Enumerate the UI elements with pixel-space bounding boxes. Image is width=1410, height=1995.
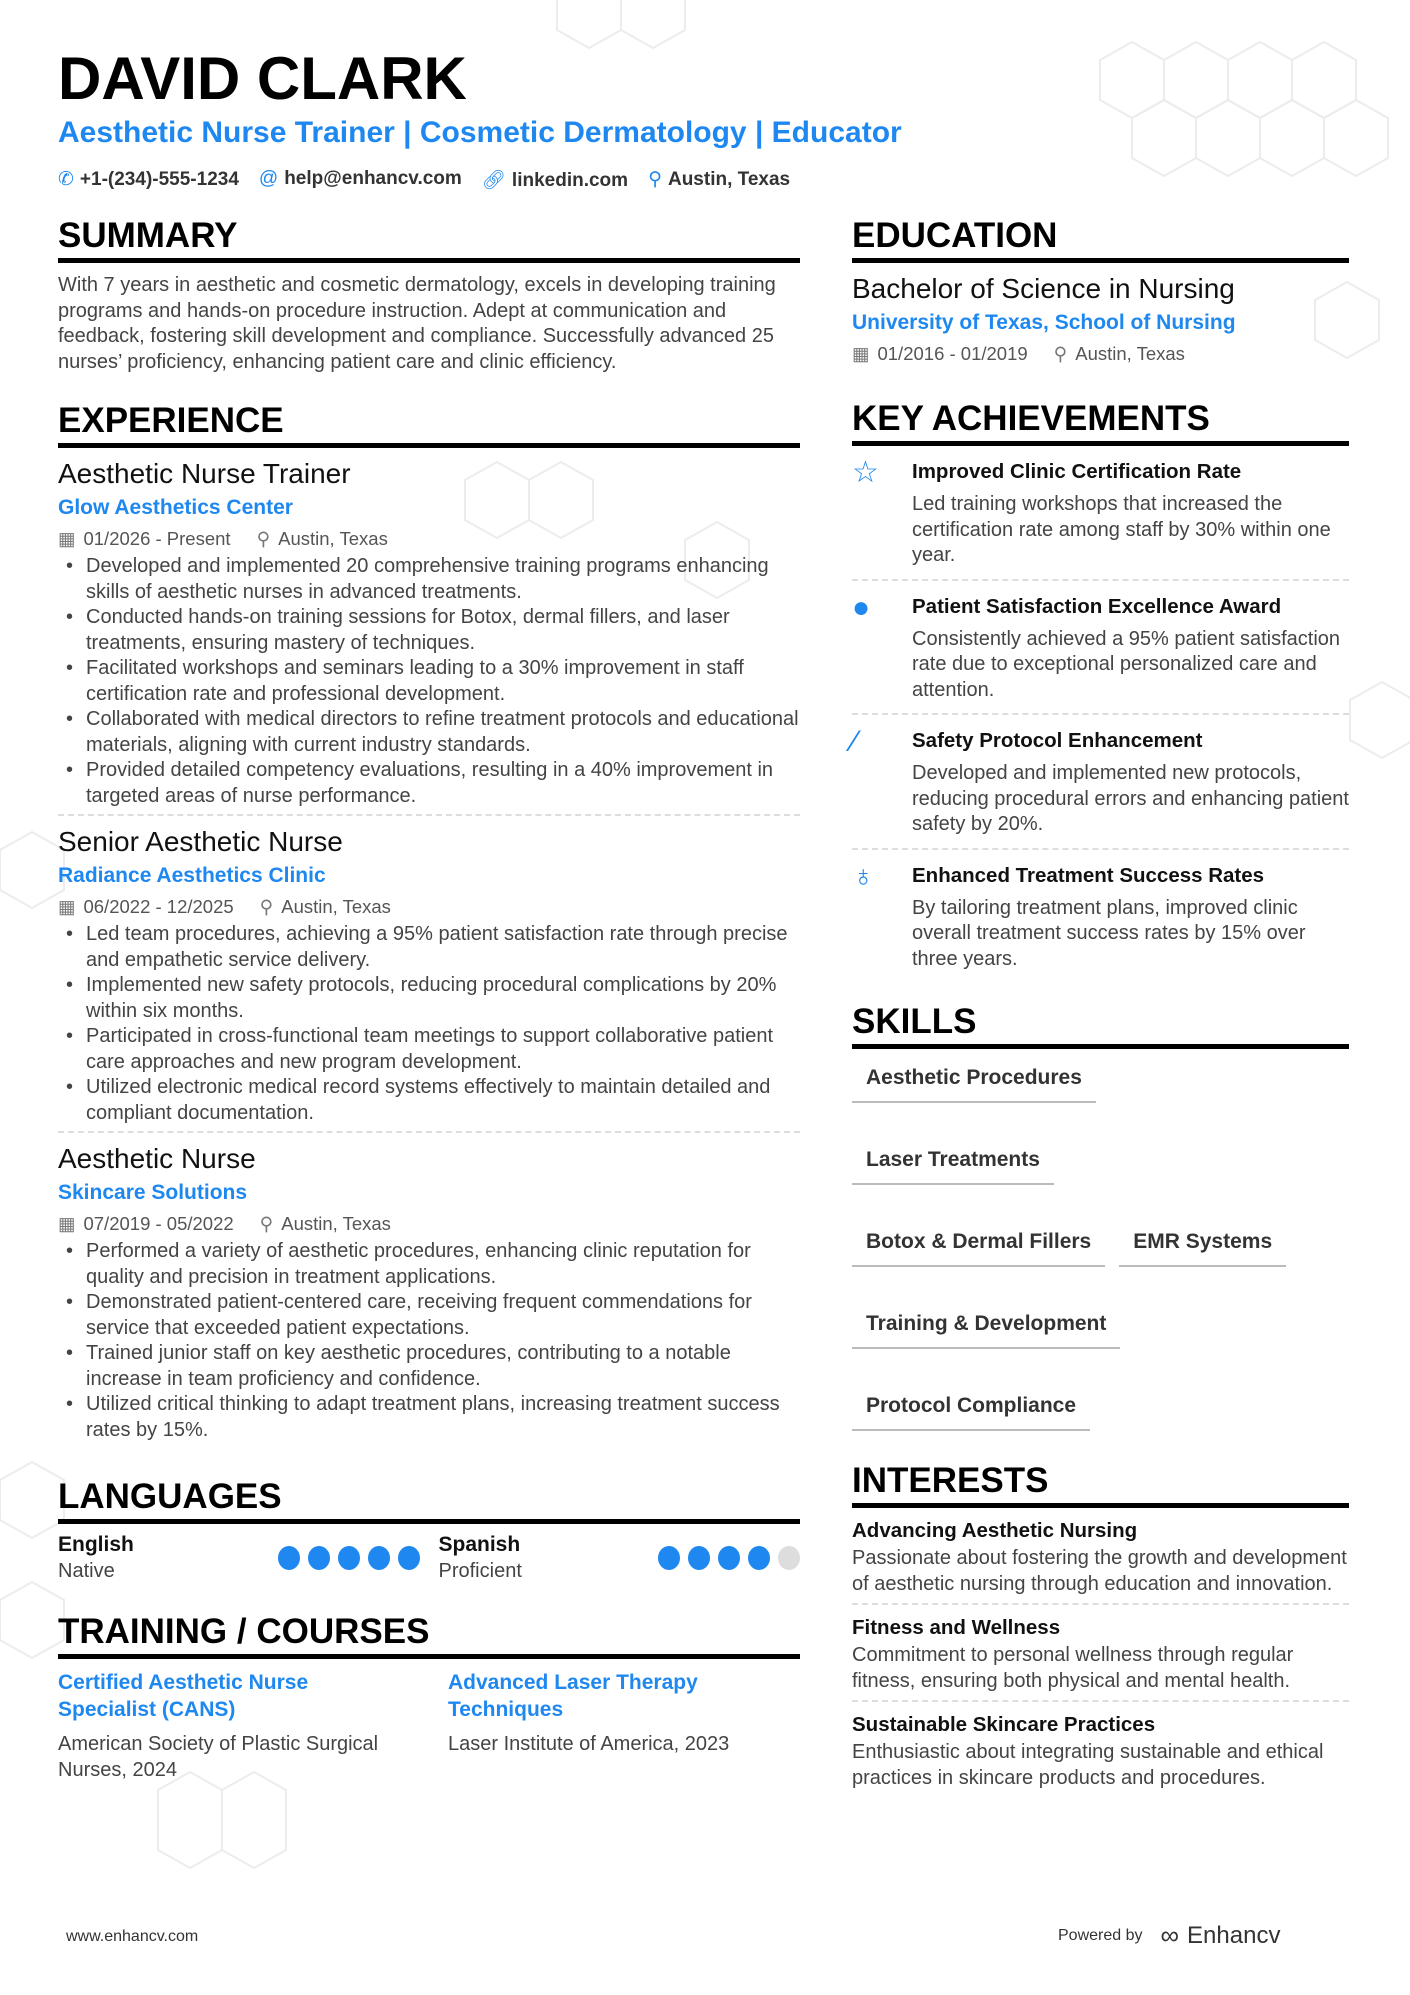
section-heading: SUMMARY [58,216,800,263]
skills-section [852,1002,1349,1431]
calendar-icon: ▦ [852,343,870,364]
language-rating [658,1546,800,1570]
summary-section [58,216,800,375]
footer-website-link[interactable]: www.enhancv.com [66,1928,199,1945]
calendar-icon: ▦ [58,1213,76,1234]
skill-tag: Laser Treatments [852,1147,1054,1185]
course-item [448,1669,798,1783]
achievement-item: ⁄ Safety Protocol Enhancement Developed and implemented new protocols, reducing procedural errors and enhancing patient safety by 20%. [852,715,1349,850]
job-dates: 01/2026 - Present [83,528,231,549]
achievement-item: ● Patient Satisfaction Excellence Award Consistently achieved a 95% patient satisfaction rate due to exceptional personalized care and attention. [852,581,1349,716]
contact-bar [58,168,790,192]
language-item [439,1532,801,1584]
head-icon: ● [852,590,871,624]
section-heading: TRAINING / COURSES [58,1612,800,1659]
job-location: Austin, Texas [281,896,391,917]
location-icon: ⚲ [259,1213,274,1234]
powered-by-label: Powered by [1058,1926,1143,1944]
footer-branding [1058,1920,1280,1951]
rating-dot [368,1546,390,1570]
rating-dot [278,1546,300,1570]
interest-desc: Passionate about fostering the growth and development of aesthetic nursing through education and innovation. [852,1546,1349,1605]
course-detail: Laser Institute of America, 2023 [448,1733,730,1755]
job-title: Aesthetic Nurse Trainer [58,458,351,489]
job-bullet: • Utilized critical thinking to adapt treatment plans, increasing treatment success rates by 15%. [58,1392,800,1443]
contact-linkedin[interactable]: 🔗︎ linkedin.com [481,170,629,191]
star-icon: ☆ [852,456,879,489]
calendar-icon: ▦ [58,528,76,549]
rating-dot [308,1546,330,1570]
location-icon: ⚲ [259,896,274,917]
calendar-icon: ▦ [58,896,76,917]
job-dates: 06/2022 - 12/2025 [83,896,234,917]
location-icon: ⚲ [256,528,271,549]
job-bullet: • Participated in cross-functional team meetings to support collaborative patient care approaches and new program development. [58,1024,800,1075]
language-item [58,1532,420,1584]
enhancv-logo-icon: ∞ [1160,1920,1180,1950]
section-heading: LANGUAGES [58,1477,800,1524]
job-bullet: • Implemented new safety protocols, reducing procedural complications by 20% within six months. [58,973,800,1024]
education-location: Austin, Texas [1075,343,1185,364]
interest-desc: Commitment to personal wellness through regular fitness, ensuring both physical and mental health. [852,1643,1349,1702]
course-title: Certified Aesthetic Nurse Specialist (CANS) [58,1671,309,1721]
interest-title: Fitness and Wellness [852,1616,1061,1639]
job-bullet: • Utilized electronic medical record systems effectively to maintain detailed and compliant documentation. [58,1075,800,1126]
phone-icon: ✆ [58,169,74,190]
training-section [58,1612,800,1783]
section-heading: EDUCATION [852,216,1349,263]
location-icon: ⚲ [1053,343,1068,364]
rating-dot [718,1546,740,1570]
interests-section [852,1461,1349,1797]
job-bullet: • Facilitated workshops and seminars leading to a 30% improvement in staff certification rate and professional development. [58,656,800,707]
rating-dot [688,1546,710,1570]
job-entry [58,456,800,809]
language-level: Native [58,1560,115,1582]
skill-tag: Aesthetic Procedures [852,1065,1096,1103]
job-entry [58,1141,800,1443]
job-bullet: • Provided detailed competency evaluations, resulting in a 40% improvement in targeted areas of nurse performance. [58,758,800,809]
skill-tag: Protocol Compliance [852,1393,1090,1431]
job-title: Aesthetic Nurse [58,1143,256,1174]
course-item [58,1669,408,1783]
right-column [852,216,1349,1797]
left-column [58,216,800,1783]
candidate-title: Aesthetic Nurse Trainer | Cosmetic Dermatology | Educator [58,116,902,149]
degree: Bachelor of Science in Nursing [852,273,1235,304]
job-bullet: • Performed a variety of aesthetic procedures, enhancing clinic reputation for quality and precision in treatment applications. [58,1239,800,1290]
skill-tag: EMR Systems [1119,1229,1286,1267]
course-title: Advanced Laser Therapy Techniques [448,1671,698,1721]
job-bullet: • Demonstrated patient-centered care, receiving frequent commendations for service that exceeded patient expectations. [58,1290,800,1341]
achievement-item: ☆ Improved Clinic Certification Rate Led training workshops that increased the certification rate among staff by 30% within one year. [852,446,1349,581]
company-name: Skincare Solutions [58,1181,248,1204]
company-name: Glow Aesthetics Center [58,496,293,519]
job-bullet: • Led team procedures, achieving a 95% patient satisfaction rate through precise and empathetic service delivery. [58,922,800,973]
job-location: Austin, Texas [281,1213,391,1234]
contact-email[interactable]: @ help@enhancv.com [258,168,462,189]
interest-title: Advancing Aesthetic Nursing [852,1519,1138,1542]
language-rating [278,1546,420,1570]
job-title: Senior Aesthetic Nurse [58,826,343,857]
skill-tag: Training & Development [852,1311,1120,1349]
job-location: Austin, Texas [278,528,388,549]
rating-dot [658,1546,680,1570]
school-name: University of Texas, School of Nursing [852,311,1236,334]
job-dates: 07/2019 - 05/2022 [83,1213,234,1234]
job-bullet: • Trained junior staff on key aesthetic procedures, contributing to a notable increase in team proficiency and confidence. [58,1341,800,1392]
summary-text: With 7 years in aesthetic and cosmetic dermatology, excels in developing training programs and hands-on procedure instruction. Adept at communication and feedback, fostering skill development and compliance. Successfully advanced 25 nurses’ proficiency, enhancing patient care and clinic efficiency. [58,274,776,373]
lightbulb-icon: ♁ [852,859,875,893]
section-heading: EXPERIENCE [58,401,800,448]
skill-tag: Botox & Dermal Fillers [852,1229,1105,1267]
company-name: Radiance Aesthetics Clinic [58,864,326,887]
language-name: English [58,1533,134,1556]
job-bullet: • Developed and implemented 20 comprehensive training programs enhancing skills of aesthetic nurses in advanced treatments. [58,554,800,605]
contact-location: ⚲ Austin, Texas [648,169,791,190]
magic-wand-icon: ⁄ [852,725,858,758]
experience-section [58,401,800,1443]
interest-title: Sustainable Skincare Practices [852,1713,1156,1736]
at-icon: @ [258,168,279,189]
section-heading: SKILLS [852,1002,1349,1049]
divider [58,814,800,816]
interest-desc: Enthusiastic about integrating sustainable and ethical practices in skincare products and procedures. [852,1741,1324,1789]
rating-dot [338,1546,360,1570]
link-icon: 🔗︎ [481,170,506,191]
location-icon: ⚲ [648,169,662,190]
rating-dot [778,1546,800,1570]
job-bullet: • Collaborated with medical directors to refine treatment protocols and educational materials, aligning with current industry standards. [58,707,800,758]
achievement-item: ♁ Enhanced Treatment Success Rates By tailoring treatment plans, improved clinic overall treatment success rates by 15% over three years. [852,850,1349,983]
education-section [852,216,1349,369]
section-heading: INTERESTS [852,1461,1349,1508]
job-entry [58,824,800,1126]
contact-phone[interactable]: ✆ +1-(234)-555-1234 [58,169,239,190]
divider [58,1131,800,1133]
education-dates: 01/2016 - 01/2019 [877,343,1028,364]
achievements-section [852,399,1349,982]
languages-section [58,1477,800,1584]
rating-dot [398,1546,420,1570]
language-level: Proficient [438,1560,522,1582]
enhancv-logo[interactable]: ∞ Enhancv [1160,1920,1281,1950]
language-name: Spanish [438,1533,521,1556]
rating-dot [748,1546,770,1570]
course-detail: American Society of Plastic Surgical Nurses, 2024 [58,1733,379,1781]
section-heading: KEY ACHIEVEMENTS [852,399,1349,446]
job-bullet: • Conducted hands-on training sessions for Botox, dermal fillers, and laser treatments, ensuring mastery of techniques. [58,605,800,656]
candidate-name: DAVID CLARK [58,45,467,112]
